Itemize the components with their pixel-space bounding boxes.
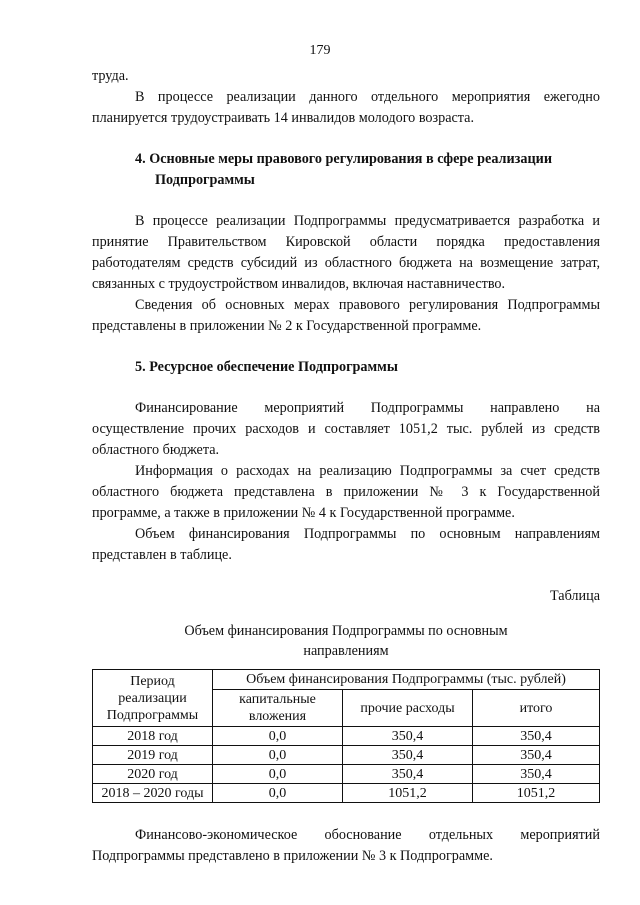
cell-capital: 0,0 [213, 727, 343, 746]
table-row [93, 727, 600, 746]
header-other: прочие расходы [343, 690, 473, 727]
header-financing: Объем финансирования Подпрограммы (тыс. рублей) [213, 670, 600, 690]
cell-total: 350,4 [473, 727, 600, 746]
paragraph-1: труда. [92, 68, 129, 84]
table-caption: Объем финансирования Подпрограммы по основным [184, 623, 508, 639]
page-number: 179 [309, 43, 331, 58]
section-4-heading: 4. Основные меры правового регулирования в сфере реализации [135, 151, 553, 167]
cell-period: 2018 год [93, 727, 213, 746]
section-5-heading: 5. Ресурсное обеспечение Подпрограммы [135, 359, 398, 375]
paragraph-2: В процессе реализации данного отдельного мероприятия ежегодно планируется трудоустраивать 14 инвалидов молодого возраста. [92, 89, 600, 126]
table-row [93, 765, 600, 784]
table-label: Таблица [549, 588, 600, 604]
cell-capital: 0,0 [213, 746, 343, 765]
cell-total: 350,4 [473, 746, 600, 765]
paragraph-3: В процессе реализации Подпрограммы предусматривается разработка и принятие Правительством Кировской области порядка предоставления работодателям средств субсидий из областного бюджета на возмещение затрат, связанных с трудоустройством инвалидов, включая наставничество. [92, 213, 600, 292]
paragraph-6: Информация о расходах на реализацию Подпрограммы за счет средств областного бюджета представлена в приложении № 3 к Государственной программе, а также в приложении № 4 к Государственной программе. [92, 463, 600, 521]
cell-capital: 0,0 [213, 765, 343, 784]
cell-total: 350,4 [473, 765, 600, 784]
header-period: Период реализации Подпрограммы [93, 670, 213, 727]
table-row [93, 746, 600, 765]
cell-other: 350,4 [343, 765, 473, 784]
cell-capital: 0,0 [213, 784, 343, 803]
cell-other: 350,4 [343, 727, 473, 746]
cell-other: 350,4 [343, 746, 473, 765]
table-row [93, 784, 600, 803]
document-body [92, 66, 600, 867]
cell-period: 2019 год [93, 746, 213, 765]
paragraph-8: Финансово-экономическое обоснование отдельных мероприятий Подпрограммы представлено в приложении № 3 к Подпрограмме. [92, 827, 600, 864]
paragraph-4: Сведения об основных мерах правового регулирования Подпрограммы представлены в приложении № 2 к Государственной программе. [92, 297, 600, 334]
cell-period: 2018 – 2020 годы [93, 784, 213, 803]
header-capital: капитальные вложения [213, 690, 343, 727]
paragraph-7: Объем финансирования Подпрограммы по основным направлениям представлен в таблице. [92, 526, 600, 563]
table-caption-cont: направлениям [303, 643, 389, 659]
header-total: итого [473, 690, 600, 727]
financing-table [92, 669, 600, 803]
section-4-heading-cont: Подпрограммы [155, 172, 255, 188]
cell-period: 2020 год [93, 765, 213, 784]
cell-total: 1051,2 [473, 784, 600, 803]
cell-other: 1051,2 [343, 784, 473, 803]
paragraph-5: Финансирование мероприятий Подпрограммы направлено на осуществление прочих расходов и составляет 1051,2 тыс. рублей из средств областного бюджета. [92, 400, 600, 458]
